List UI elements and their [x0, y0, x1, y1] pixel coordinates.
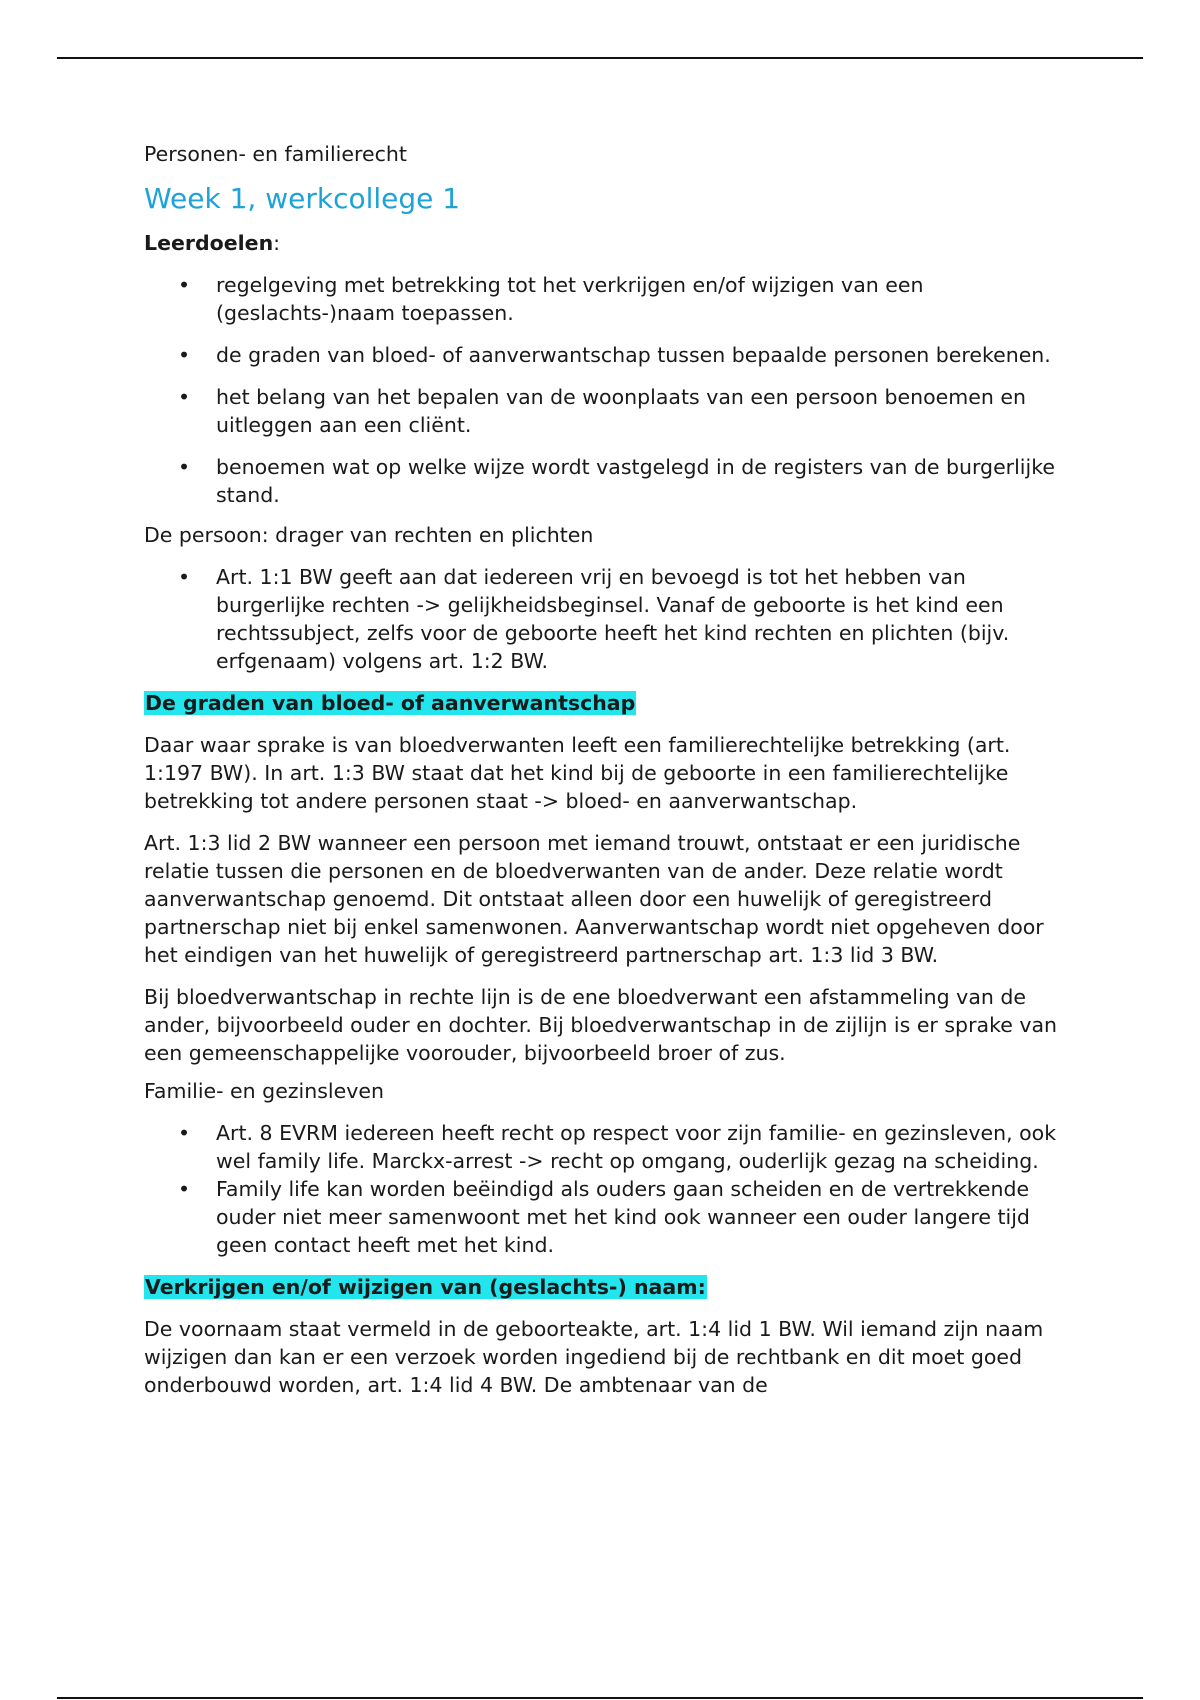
family-heading: Familie- en gezinsleven: [144, 1079, 384, 1103]
kinship-heading-block: [144, 689, 1064, 717]
person-heading: De persoon: drager van rechten en plichten: [144, 523, 594, 547]
person-list: [144, 563, 1064, 675]
header-rule: [57, 57, 1143, 59]
objectives-list: [144, 271, 1064, 509]
paragraph: Bij bloedverwantschap in rechte lijn is de ene bloedverwant een afstammeling van de ander, bijvoorbeeld ouder en dochter. Bij bloedverwantschap in de zijlijn is er sprake van een gemeenschappelijke voorouder, bijvoorbeeld broer of zus.: [144, 985, 1058, 1065]
list-item: • regelgeving met betrekking tot het verkrijgen en/of wijzigen van een (geslachts-)naam toepassen.: [144, 271, 1064, 327]
footer-rule: [57, 1697, 1143, 1699]
page-title: Week 1, werkcollege 1: [144, 182, 461, 215]
kinship-heading: De graden van bloed- of aanverwantschap: [145, 691, 636, 715]
list-item: • Family life kan worden beëindigd als ouders gaan scheiden en de vertrekkende ouder niet meer samenwoont met het kind ook wanneer een ouder langere tijd geen contact heeft met het kind.: [144, 1175, 1064, 1259]
list-item: • Art. 8 EVRM iedereen heeft recht op respect voor zijn familie- en gezinsleven, ook wel family life. Marckx-arrest -> recht op omgang, ouderlijk gezag na scheiding.: [144, 1119, 1064, 1175]
paragraph: Art. 1:3 lid 2 BW wanneer een persoon met iemand trouwt, ontstaat er een juridische relatie tussen die personen en de bloedverwanten van de ander. Deze relatie wordt aanverwantschap genoemd. Dit ontstaat alleen door een huwelijk of geregistreerd partnerschap niet bij enkel samenwonen. Aanverwantschap wordt niet opgeheven door het eindigen van het huwelijk of geregistreerd partnerschap art. 1:3 lid 3 BW.: [144, 831, 1044, 967]
family-list: [144, 1119, 1064, 1259]
document-body: [144, 140, 1064, 1413]
objectives-label: Leerdoelen: [144, 231, 274, 255]
objectives-colon: :: [273, 231, 281, 255]
paragraph: De voornaam staat vermeld in de geboorteakte, art. 1:4 lid 1 BW. Wil iemand zijn naam wijzigen dan kan er een verzoek worden ingediend bij de rechtbank en dit moet goed onderbouwd worden, art. 1:4 lid 4 BW. De ambtenaar van de: [144, 1317, 1044, 1397]
name-heading-block: [144, 1273, 1064, 1301]
list-item: • het belang van het bepalen van de woonplaats van een persoon benoemen en uitleggen aan een cliënt.: [144, 383, 1064, 439]
objectives-heading: [144, 229, 1064, 257]
paragraph: Daar waar sprake is van bloedverwanten leeft een familierechtelijke betrekking (art. 1:197 BW). In art. 1:3 BW staat dat het kind bij de geboorte in een familierechtelijke betrekking tot andere personen staat -> bloed- en aanverwantschap.: [144, 733, 1011, 813]
list-item: • benoemen wat op welke wijze wordt vastgelegd in de registers van de burgerlijke stand.: [144, 453, 1064, 509]
course-name: Personen- en familierecht: [144, 142, 407, 166]
list-item: • de graden van bloed- of aanverwantschap tussen bepaalde personen berekenen.: [144, 341, 1064, 369]
name-heading: Verkrijgen en/of wijzigen van (geslachts-) naam:: [145, 1275, 706, 1299]
list-item: • Art. 1:1 BW geeft aan dat iedereen vrij en bevoegd is tot het hebben van burgerlijke rechten -> gelijkheidsbeginsel. Vanaf de geboorte is het kind een rechtssubject, zelfs voor de geboorte heeft het kind rechten en plichten (bijv. erfgenaam) volgens art. 1:2 BW.: [144, 563, 1064, 675]
